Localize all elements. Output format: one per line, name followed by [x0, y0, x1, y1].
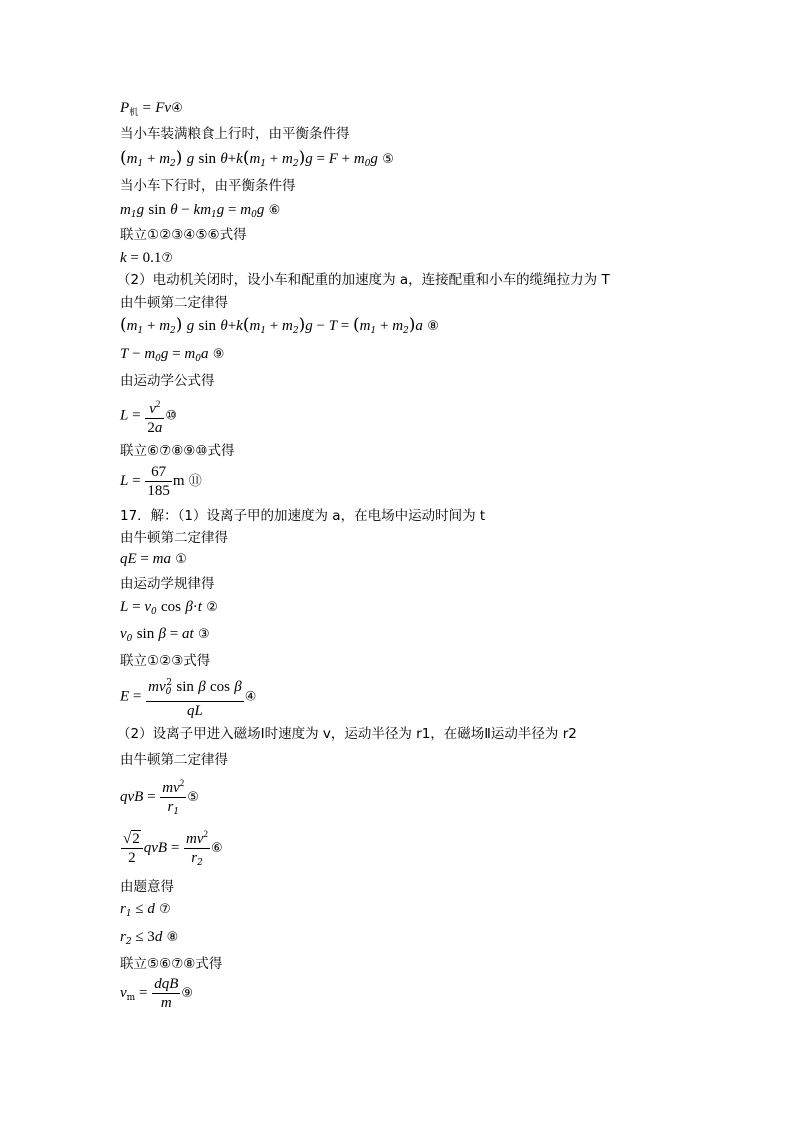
- equation-uphill-balance: $(m_1 + m_2)$ g $\sin \theta+k(m_1 + m_2)g = F + m_0g$ ⑤: [120, 148, 394, 169]
- text-line: 当小车装满粮食上行时，由平衡条件得: [120, 126, 350, 142]
- text-line: 17．解：（1）设离子甲的加速度为 a，在电场中运动时间为 t: [120, 508, 486, 524]
- equation-distance: L = $\frac{v^2}{2a}$ ⑩: [120, 396, 177, 436]
- equation-newton-counterweight: $T - m_0g = m_0a$ ⑨: [120, 346, 225, 364]
- text-line: 当小车下行时，由平衡条件得: [120, 178, 296, 194]
- equation-radius-two: $\frac{√2}{2}$ qvB = $\frac{mv^2}{r_2}$ ⑥: [120, 826, 223, 871]
- equation-downhill-balance: $m_1g$ $\sin \theta - km_1g = m_0g$ ⑥: [120, 202, 281, 220]
- equation-field-strength: E = $\frac{mv_0^2 \sin \beta \cos \beta}{qL}$ ④: [120, 675, 256, 719]
- equation-max-velocity: $v_m$ = $\frac{\text{dqB}}{m}$ ⑨: [120, 976, 194, 1011]
- equation-distance-result: L = $\frac{67}{185}$ m ⑪: [120, 464, 202, 499]
- equation-radius-one: qvB = $\frac{mv^2}{r_1}$ ⑤: [120, 775, 199, 820]
- text-line: 联立⑥⑦⑧⑨⑩式得: [120, 443, 235, 459]
- text-line: 由题意得: [120, 879, 174, 895]
- equation-horizontal-motion: $L = v_0$ cos β·t ②: [120, 599, 218, 617]
- text-line: 由牛顿第二定律得: [120, 752, 228, 768]
- text-line: （2）电动机关闭时，设小车和配重的加速度为 a，连接配重和小车的缆绳拉力为 T: [117, 272, 610, 288]
- equation-condition-one: $r_1 \le d$ ⑦: [120, 901, 171, 919]
- text-line: 联立①②③④⑤⑥式得: [120, 227, 247, 243]
- equation-newton-car: $(m_1 + m_2)$ g $\sin \theta+k(m_1 + m_2)g - T = (m_1 + m_2)a$ ⑧: [120, 315, 439, 336]
- text-line: 联立①②③式得: [120, 653, 211, 669]
- text-line: 由运动学规律得: [120, 576, 215, 592]
- text-line: （2）设离子甲进入磁场Ⅰ时速度为 v，运动半径为 r1，在磁场Ⅱ运动半径为 r2: [117, 726, 577, 742]
- equation-vertical-motion: $v_0$ sin β = at ③: [120, 626, 210, 644]
- equation-condition-two: $r_2 \le 3d$ ⑧: [120, 929, 179, 947]
- text-line: 由牛顿第二定律得: [120, 530, 228, 546]
- equation-power: $P_机$ = Fv④: [120, 100, 183, 118]
- text-line: 联立⑤⑥⑦⑧式得: [120, 956, 223, 972]
- text-line: 由牛顿第二定律得: [120, 295, 228, 311]
- text-line: 由运动学公式得: [120, 373, 215, 389]
- equation-electric-force: qE = ma ①: [120, 551, 187, 567]
- equation-k-value: k = 0.1⑦: [120, 250, 174, 266]
